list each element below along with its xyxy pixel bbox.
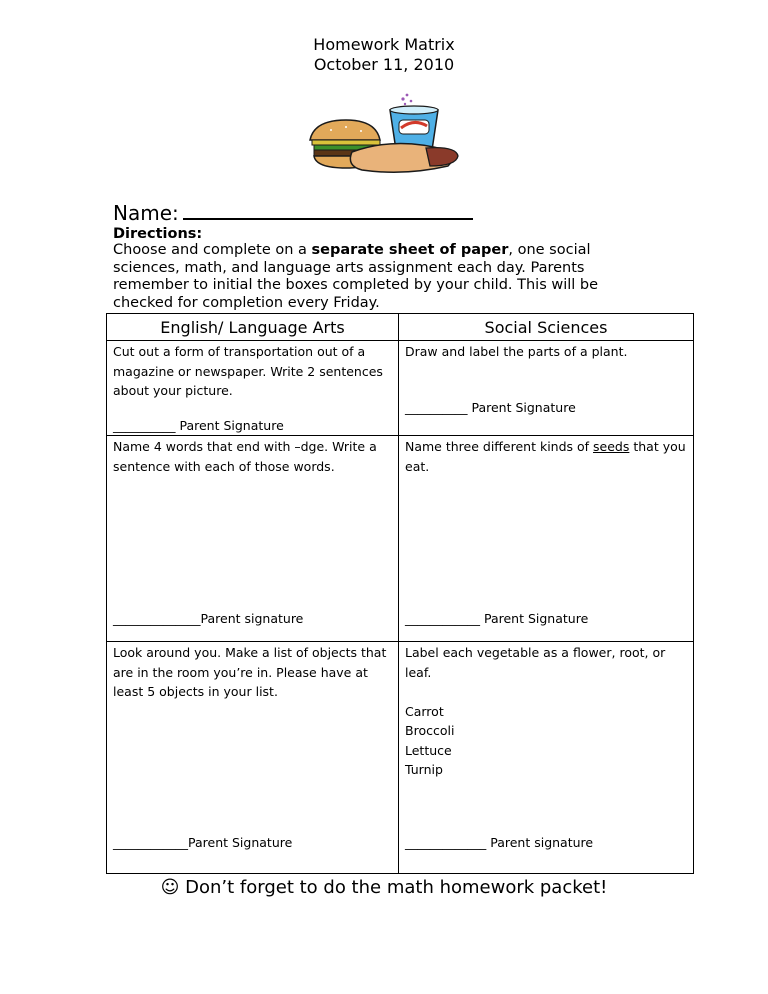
parent-signature-line[interactable]: ____________Parent Signature <box>113 835 293 850</box>
parent-signature-line[interactable]: __________ Parent Signature <box>113 418 284 433</box>
matrix-cell <box>399 436 694 642</box>
assignment-text: Draw and label the parts of a plant. <box>405 344 628 359</box>
directions-text: Choose and complete on a separate sheet of paper, one social sciences, math, and language arts assignment each day. Parents remember to initial the boxes completed by your child. This will be checked for completion every Friday. <box>113 242 599 311</box>
document-title: Homework Matrix <box>313 35 455 54</box>
matrix-cell <box>399 341 694 436</box>
matrix-cell <box>107 642 399 874</box>
parent-signature-line[interactable]: _____________ Parent signature <box>405 835 594 850</box>
vegetable-list <box>405 702 687 780</box>
list-item: Carrot <box>405 703 444 719</box>
column-header-social-sciences: Social Sciences <box>399 314 694 341</box>
matrix-cell <box>107 436 399 642</box>
matrix-cell <box>399 642 694 874</box>
name-label: Name: <box>113 201 179 225</box>
parent-signature-line[interactable]: ____________ Parent Signature <box>405 611 589 626</box>
assignment-text: Name 4 words that end with –dge. Write a sentence with each of those words. <box>113 439 377 474</box>
assignment-text: Look around you. Make a list of objects that are in the room you’re in. Please have at least 5 objects in your list. <box>113 645 387 699</box>
list-item: Turnip <box>405 762 443 777</box>
smiley-icon: ☺ <box>160 877 180 898</box>
list-item: Broccoli <box>405 723 455 738</box>
name-field[interactable] <box>113 200 473 226</box>
assignment-text: Name three different kinds of seeds that you eat. <box>405 439 686 474</box>
directions-emphasis: separate sheet of paper <box>311 242 509 258</box>
list-item: Lettuce <box>405 742 452 758</box>
homework-matrix <box>106 313 694 874</box>
matrix-cell <box>107 341 399 436</box>
underlined-word: seeds <box>593 439 630 454</box>
footer-reminder <box>0 876 768 900</box>
name-blank-line[interactable] <box>183 200 473 220</box>
assignment-text: Cut out a form of transportation out of a magazine or newspaper. Write 2 sentences about your picture. <box>113 344 383 398</box>
parent-signature-line[interactable]: __________ Parent Signature <box>405 400 576 415</box>
parent-signature-line[interactable]: ______________Parent signature <box>113 611 304 626</box>
document-date: October 11, 2010 <box>313 55 455 74</box>
footer-text: Don’t forget to do the math homework packet! <box>185 877 608 898</box>
column-header-ela: English/ Language Arts <box>107 314 399 341</box>
lunch-clipart-icon <box>306 92 462 178</box>
directions-heading: Directions: <box>113 226 203 242</box>
assignment-text: Label each vegetable as a flower, root, or leaf. <box>405 645 666 680</box>
